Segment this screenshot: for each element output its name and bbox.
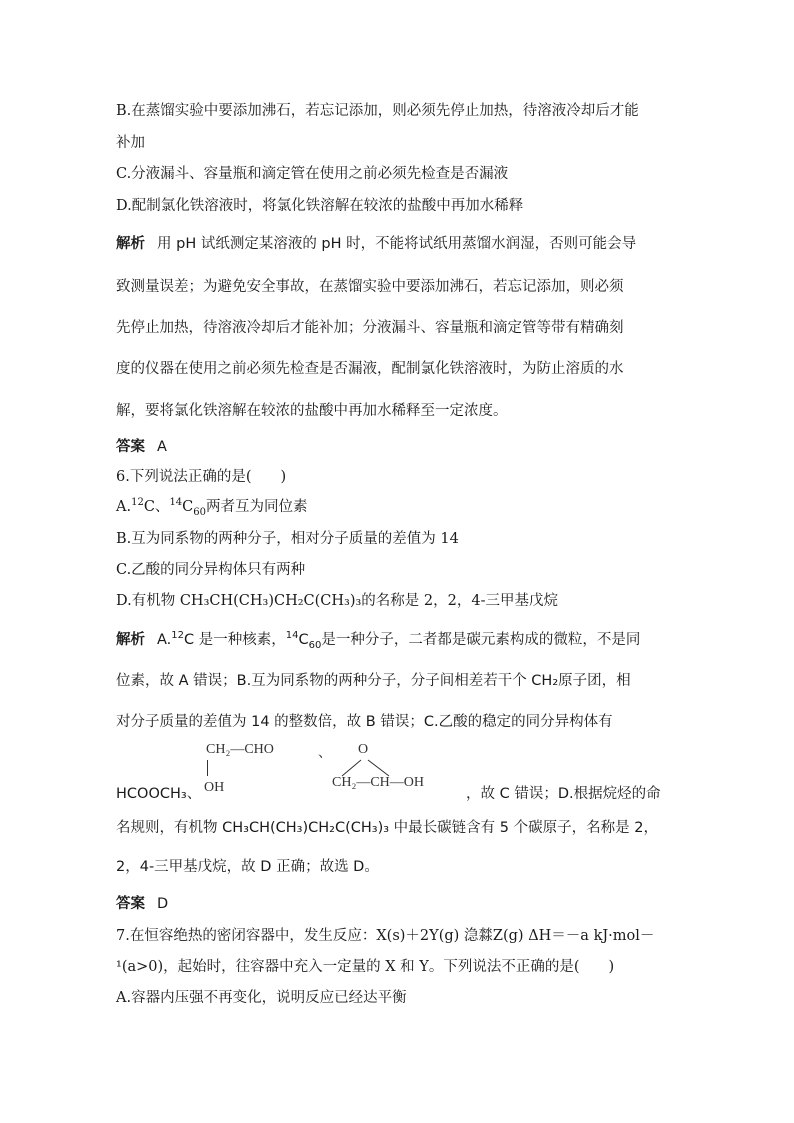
structure-epoxide-oxygen: O	[358, 742, 369, 757]
answer-tag: 答案	[116, 439, 145, 455]
q5-analysis-line2: 致测量误差；为避免安全事故，在蒸馏实验中要添加沸石，若忘记添加，则必须	[116, 279, 624, 295]
q5-analysis-line3: 先停止加热，待溶液冷却后才能补加；分液漏斗、容量瓶和滴定管等带有精确刻	[116, 320, 624, 336]
answer-value: D	[157, 896, 169, 912]
answer-tag: 答案	[116, 896, 145, 912]
q6-option-d: D.有机物 CH₃CH(CH₃)CH₂C(CH₃)₃的名称是 2，2，4-三甲基戊烷	[116, 593, 558, 609]
isotope-mass-12: 12	[131, 497, 144, 509]
q6-analysis-line4	[116, 784, 201, 804]
q6-analysis-line3: 对分子质量的差值为 14 的整数倍，故 B 错误；C.乙酸的稳定的同分异构体有	[116, 714, 613, 730]
option-a-text: C	[182, 499, 194, 515]
bond-vertical	[207, 760, 208, 776]
q7-stem-line2: ¹(a>0)，起始时，往容器中充入一定量的 X 和 Y。下列说法不正确的是( )	[116, 959, 615, 975]
q5-option-b-line2: 补加	[116, 135, 145, 151]
option-a-text: 两者互为同位素	[206, 499, 308, 515]
q6-analysis-line2: 位素，故 A 错误；B.互为同系物的两种分子，分子间相差若干个 CH₂原子团，相	[116, 673, 631, 689]
q6-option-b: B.互为同系物的两种分子，相对分子质量的差值为 14	[116, 531, 459, 547]
option-a-text: C、	[143, 499, 170, 515]
q5-analysis-line1	[116, 234, 636, 254]
q5-analysis-line5: 解，要将氯化铁溶解在较浓的盐酸中再加水稀释至一定浓度。	[116, 403, 508, 419]
isotope-mass-14: 14	[285, 630, 299, 642]
option-a-prefix: A.	[116, 499, 132, 515]
analysis-text: 是一种分子，二者都是碳元素构成的微粒，不是同	[321, 632, 641, 648]
q6-stem: 6.下列说法正确的是( )	[116, 469, 287, 485]
q6-answer	[116, 894, 168, 914]
subscript-60: 60	[308, 639, 322, 651]
isotope-mass-14: 14	[169, 497, 183, 509]
analysis-tag: 解析	[116, 632, 145, 648]
q6-analysis-line5: 名规则，有机物 CH₃CH(CH₃)CH₂C(CH₃)₃ 中最长碳链含有 5 个碳原子，名称是 2，	[116, 820, 658, 836]
q5-answer	[116, 437, 167, 457]
q5-option-c: C.分液漏斗、容量瓶和滴定管在使用之前必须先检查是否漏液	[116, 166, 509, 182]
analysis-tag: 解析	[116, 236, 145, 252]
bond-line	[368, 760, 389, 776]
q5-option-b-line1: B.在蒸馏实验中要添加沸石，若忘记添加，则必须先停止加热，待溶液冷却后才能	[116, 103, 639, 119]
analysis-text: HCOOCH₃、	[116, 786, 202, 802]
q5-analysis-line4: 度的仪器在使用之前必须先检查是否漏液，配制氯化铁溶液时，为防止溶质的水	[116, 361, 624, 377]
analysis-text: C 是一种核素，	[184, 632, 286, 648]
answer-value: A	[157, 439, 167, 455]
isotope-mass-12: 12	[171, 630, 185, 642]
q6-option-a	[116, 497, 308, 517]
structure-separator: 、	[318, 746, 332, 761]
analysis-text: 用 pH 试纸测定某溶液的 pH 时，不能将试纸用蒸馏水润湿，否则可能会导	[157, 236, 637, 252]
q7-option-a: A.容器内压强不再变化，说明反应已经达平衡	[116, 990, 407, 1006]
subscript-60: 60	[193, 506, 207, 518]
q6-analysis-line6: 2，4-三甲基戊烷，故 D 正确；故选 D。	[116, 859, 379, 875]
structure-hydroxyacetaldehyde-top: CH₂—CHO	[206, 742, 274, 757]
analysis-text: C	[298, 632, 309, 648]
analysis-text: A.	[157, 632, 172, 648]
bond-line	[342, 760, 361, 776]
structure-epoxide-bottom: CH₂—CH—OH	[332, 775, 424, 790]
q6-option-c: C.乙酸的同分异构体只有两种	[116, 562, 306, 578]
q6-analysis-line4-tail: ，故 C 错误；D.根据烷烃的命	[466, 786, 661, 802]
q7-stem-line1: 7.在恒容绝热的密闭容器中，发生反应：X(s)＋2Y(g) 㴔㵘Z(g) ΔH＝－a kJ·mol－	[116, 928, 655, 944]
q6-analysis-line1	[116, 630, 640, 650]
q5-option-d: D.配制氯化铁溶液时，将氯化铁溶解在较浓的盐酸中再加水稀释	[116, 198, 524, 214]
structure-hydroxyacetaldehyde-bottom: OH	[204, 780, 225, 795]
